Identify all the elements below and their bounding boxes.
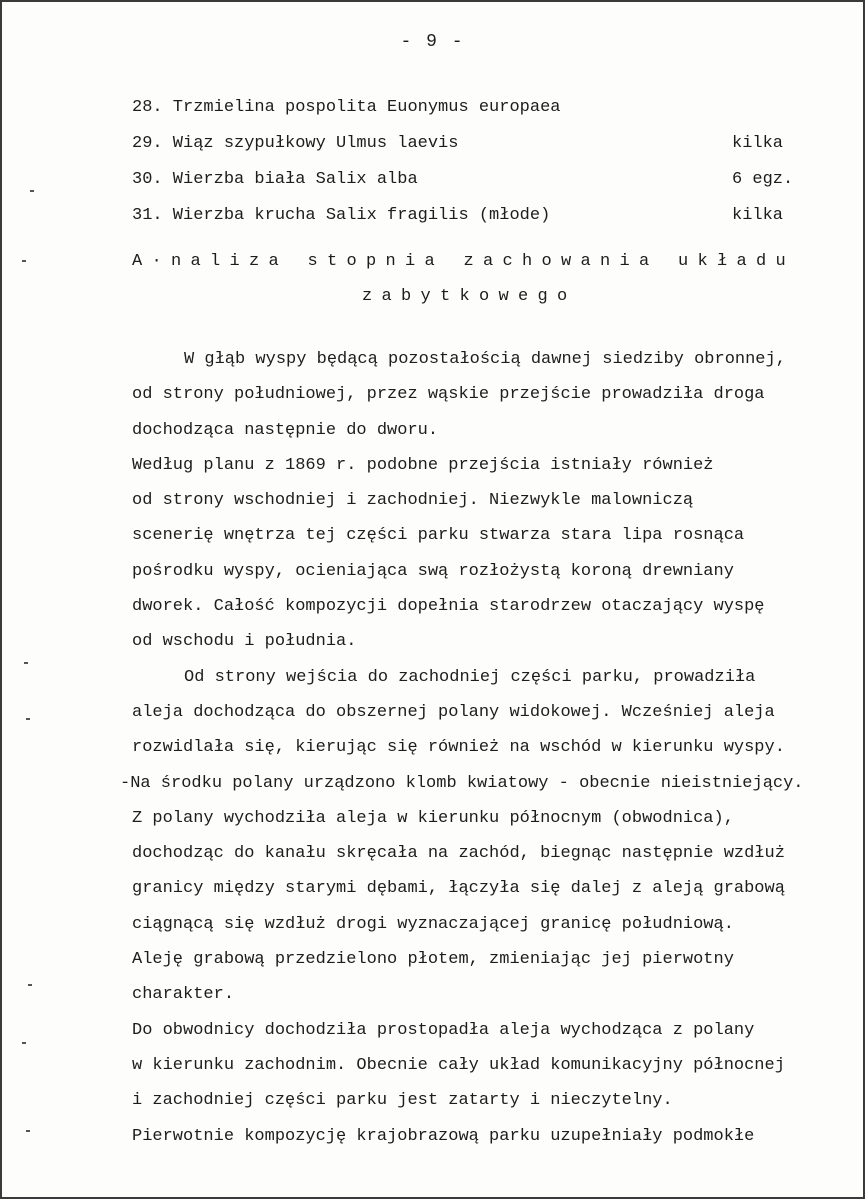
section-heading-line-2: zabytkowego: [362, 287, 577, 306]
list-item: [132, 90, 792, 126]
scan-mark: [28, 984, 32, 986]
text-line: dochodząc do kanału skręcała na zachód, biegnąc następnie wzdłuż: [132, 844, 785, 864]
species-name: 29. Wiąz szypułkowy Ulmus laevis: [132, 134, 459, 153]
body-text: [120, 342, 832, 1154]
text-line: Pierwotnie kompozycję krajobrazową parku uzupełniały podmokłe: [132, 1126, 755, 1146]
text-line: dochodząca następnie do dworu.: [132, 420, 439, 440]
species-name: 30. Wierzba biała Salix alba: [132, 170, 418, 189]
text-line: ciągnącą się wzdłuż drogi wyznaczającej granicę południową.: [132, 914, 734, 934]
scan-mark: [26, 718, 30, 720]
scan-mark: [22, 260, 26, 262]
text-line: Aleję grabową przedzielono płotem, zmieniając jej pierwotny: [132, 950, 734, 970]
text-line: od strony południowej, przez wąskie przejście prowadziła droga: [132, 385, 765, 405]
text-line: -Na środku polany urządzono klomb kwiatowy - obecnie nieistniejący.: [120, 773, 804, 793]
text-line: Z polany wychodziła aleja w kierunku północnym (obwodnica),: [132, 808, 734, 828]
page-number: - 9 -: [400, 32, 465, 52]
species-name: 31. Wierzba krucha Salix fragilis (młode): [132, 206, 551, 225]
text-line: w kierunku zachodnim. Obecnie cały układ komunikacyjny północnej: [132, 1055, 785, 1075]
scan-mark: [22, 1042, 26, 1044]
list-item: [132, 162, 792, 198]
species-quantity: 6 egz.: [732, 170, 794, 189]
text-line: Do obwodnicy dochodziła prostopadła aleja wychodząca z polany: [132, 1020, 755, 1040]
text-line: pośrodku wyspy, ocieniająca swą rozłożystą koroną drewniany: [132, 561, 734, 581]
text-line: Od strony wejścia do zachodniej części parku, prowadziła: [184, 667, 756, 687]
text-line: scenerię wnętrza tej części parku stwarza stara lipa rosnąca: [132, 526, 745, 546]
text-line: dworek. Całość kompozycji dopełnia starodrzew otaczający wyspę: [132, 597, 765, 617]
text-line: i zachodniej części parku jest zatarty i nieczytelny.: [132, 1091, 673, 1111]
text-line: W głąb wyspy będącą pozostałością dawnej siedziby obronnej,: [184, 350, 786, 369]
text-line: od strony wschodniej i zachodniej. Niezwykle malowniczą: [132, 491, 694, 511]
scan-mark: [30, 190, 34, 192]
species-name: 28. Trzmielina pospolita Euonymus europaea: [132, 98, 561, 117]
scan-mark: [26, 1130, 30, 1132]
list-item: [132, 198, 792, 234]
text-line: rozwidlała się, kierując się również na wschód w kierunku wyspy.: [132, 738, 785, 758]
scan-mark: [24, 662, 28, 664]
species-list: [132, 90, 792, 234]
species-quantity: kilka: [732, 134, 784, 153]
list-item: [132, 126, 792, 162]
text-line: granicy między starymi dębami, łączyła się dalej z aleją grabową: [132, 879, 785, 899]
species-quantity: kilka: [732, 206, 784, 225]
text-line: charakter.: [132, 985, 235, 1005]
section-heading-line-1: A·naliza stopnia zachowania układu: [132, 252, 796, 271]
text-line: aleja dochodząca do obszernej polany widokowej. Wcześniej aleja: [132, 702, 775, 722]
text-line: od wschodu i południa.: [132, 632, 357, 652]
text-line: Według planu z 1869 r. podobne przejścia istniały również: [132, 455, 714, 475]
